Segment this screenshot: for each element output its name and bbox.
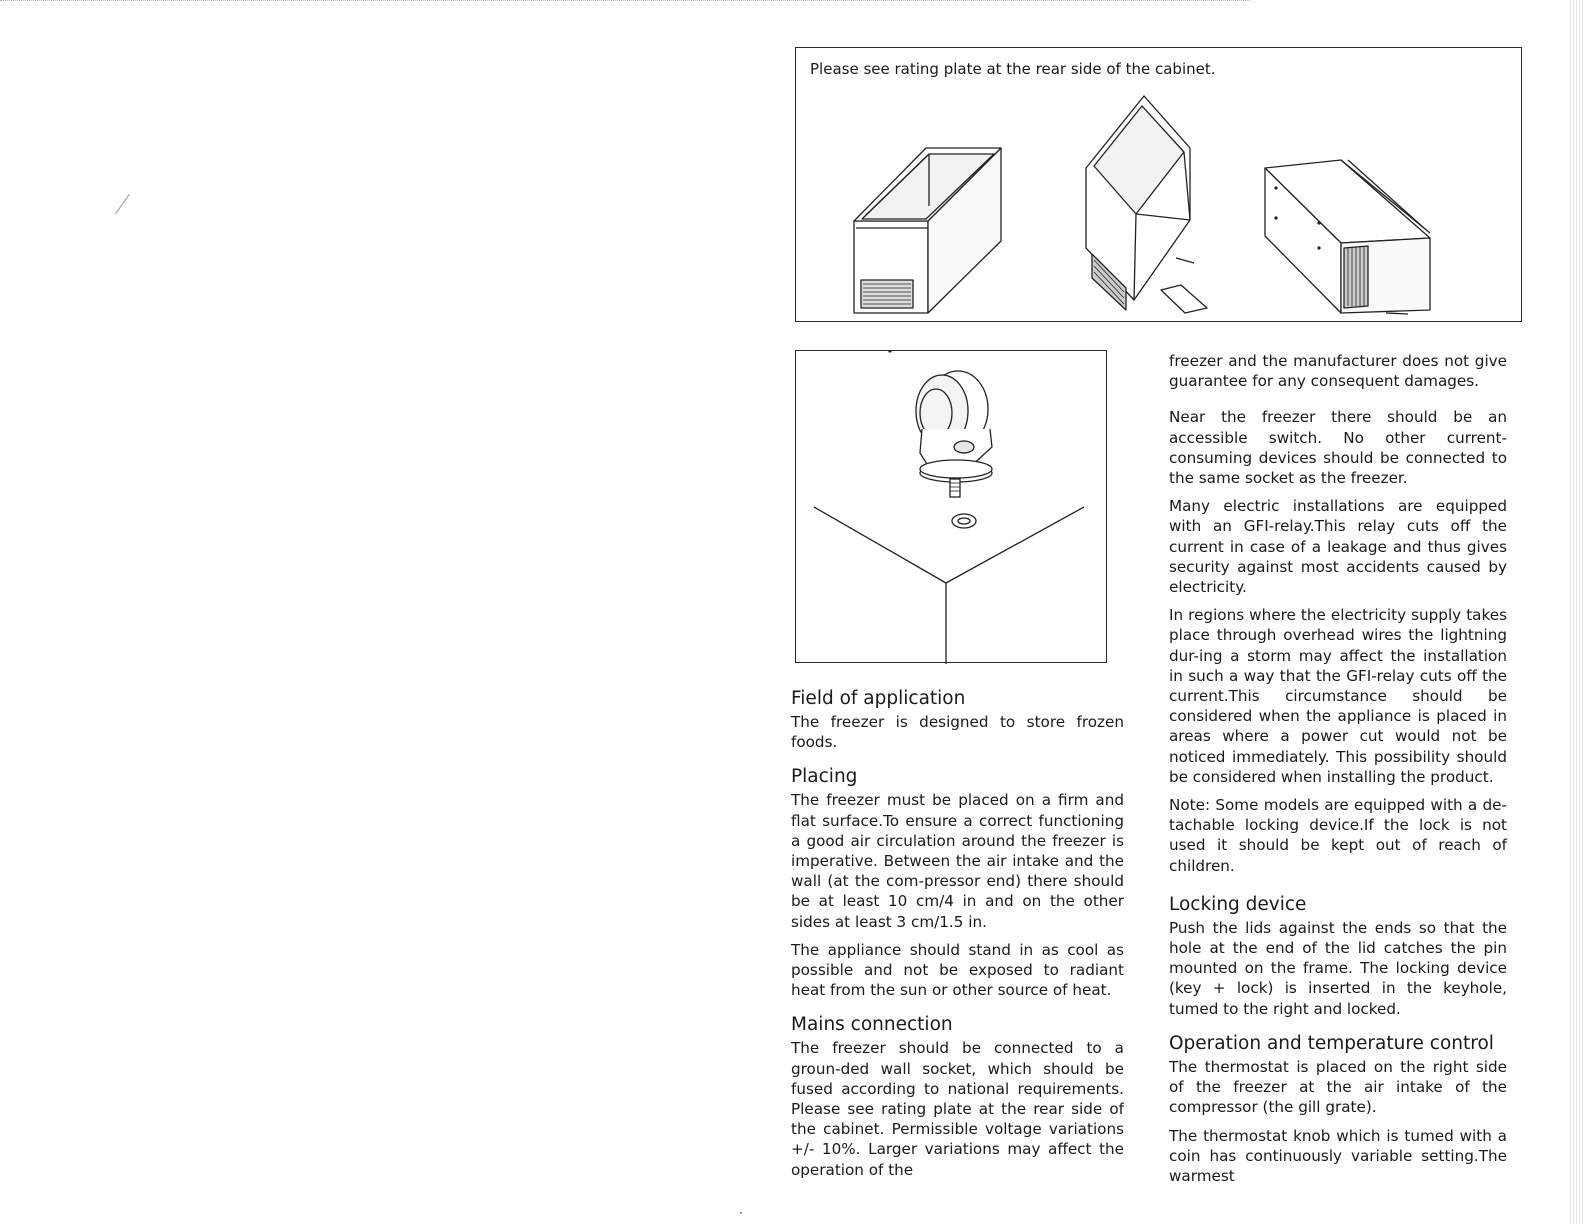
- section-heading: Placing: [791, 766, 858, 788]
- paragraph: Push the lids against the ends so that the hole at the end of the lid catches the pin mounted on the frame. The locking device (key + lock) is inserted in the keyhole, tumed to the right and locked.: [1169, 918, 1507, 1018]
- scan-mark: [740, 1212, 742, 1214]
- paragraph: Many electric installations are equipped with an GFI-relay.This relay cuts off the current in case of a leakage and thus gives security against most accidents caused by electricity.: [1169, 497, 1507, 597]
- paragraph: In regions where the electricity supply takes place through overhead wires the lightning dur-ing a storm may affect the installation in such a way that the GFI-relay cuts off the current.This circumstance should be considered when the appliance is placed in areas where a power cut would not be noticed immediately. This possibility should be considered when installing the product.: [1169, 606, 1507, 786]
- section-operation-temperature-control: [1169, 1033, 1507, 1186]
- section-locking-device: [1169, 894, 1507, 1019]
- rating-plate-caption: Please see rating plate at the rear side of the cabinet.: [810, 60, 1216, 78]
- section-field-of-application: [791, 688, 1124, 752]
- section-heading: Locking device: [1169, 893, 1307, 915]
- note-paragraph: Note: Some models are equipped with a de-tachable locking device.If the lock is not used it should be kept out of reach of children.: [1169, 796, 1507, 875]
- paragraph: The appliance should stand in as cool as possible and not be exposed to radiant heat from the sun or other source of heat.: [791, 940, 1124, 1000]
- section-heading: Operation and temperature control: [1169, 1032, 1494, 1054]
- freezer-front-view-drawing: [854, 148, 1001, 313]
- paragraph: The freezer is designed to store frozen foods.: [791, 713, 1124, 752]
- freezer-side-view-drawing: [1265, 160, 1430, 314]
- freezer-illustrations: [796, 48, 1523, 323]
- paragraph: The thermostat knob which is tumed with a coin has continuously variable setting.The warmest: [1169, 1126, 1507, 1185]
- scan-top-line: [0, 0, 1250, 3]
- rating-plate-panel: [795, 47, 1522, 322]
- paragraph: The thermostat is placed on the right side of the freezer at the air intake of the compressor (the gill grate).: [1169, 1057, 1507, 1117]
- section-heading: Field of application: [791, 688, 966, 709]
- freezer-upright-view-drawing: [1086, 96, 1207, 313]
- section-heading: Mains connection: [791, 1014, 953, 1036]
- right-text-column: [1169, 351, 1507, 1200]
- left-text-column: [791, 688, 1124, 1194]
- paragraph: The freezer should be connected to a groun-ded wall socket, which should be fused according to national requirements. Please see rating plate at the rear side of the cabinet. Permissible voltage variations +/- 10%. Larger variations may affect the operation of the: [791, 1039, 1124, 1179]
- caster-illustration-panel: [795, 350, 1107, 663]
- paragraph: Near the freezer there should be an accessible switch. No other current-consuming devices should be connected to the same socket as the freezer.: [1169, 408, 1507, 488]
- paragraph: freezer and the manufacturer does not give guarantee for any consequent damages.: [1169, 352, 1507, 391]
- paragraph: The freezer must be placed on a firm and flat surface.To ensure a correct functioning a good air circulation around the freezer is imperative. Between the air intake and the wall (at the com-pressor end) there should be at least 10 cm/4 in and on the other sides at least 3 cm/1.5 in.: [791, 791, 1124, 931]
- scan-mark: [115, 194, 130, 214]
- caster-wheel-icon: [916, 371, 992, 497]
- caster-drawing: [796, 351, 1108, 664]
- section-mains-connection: [791, 1014, 1124, 1179]
- section-placing: [791, 766, 1124, 1000]
- scan-right-edge: [1568, 0, 1584, 1224]
